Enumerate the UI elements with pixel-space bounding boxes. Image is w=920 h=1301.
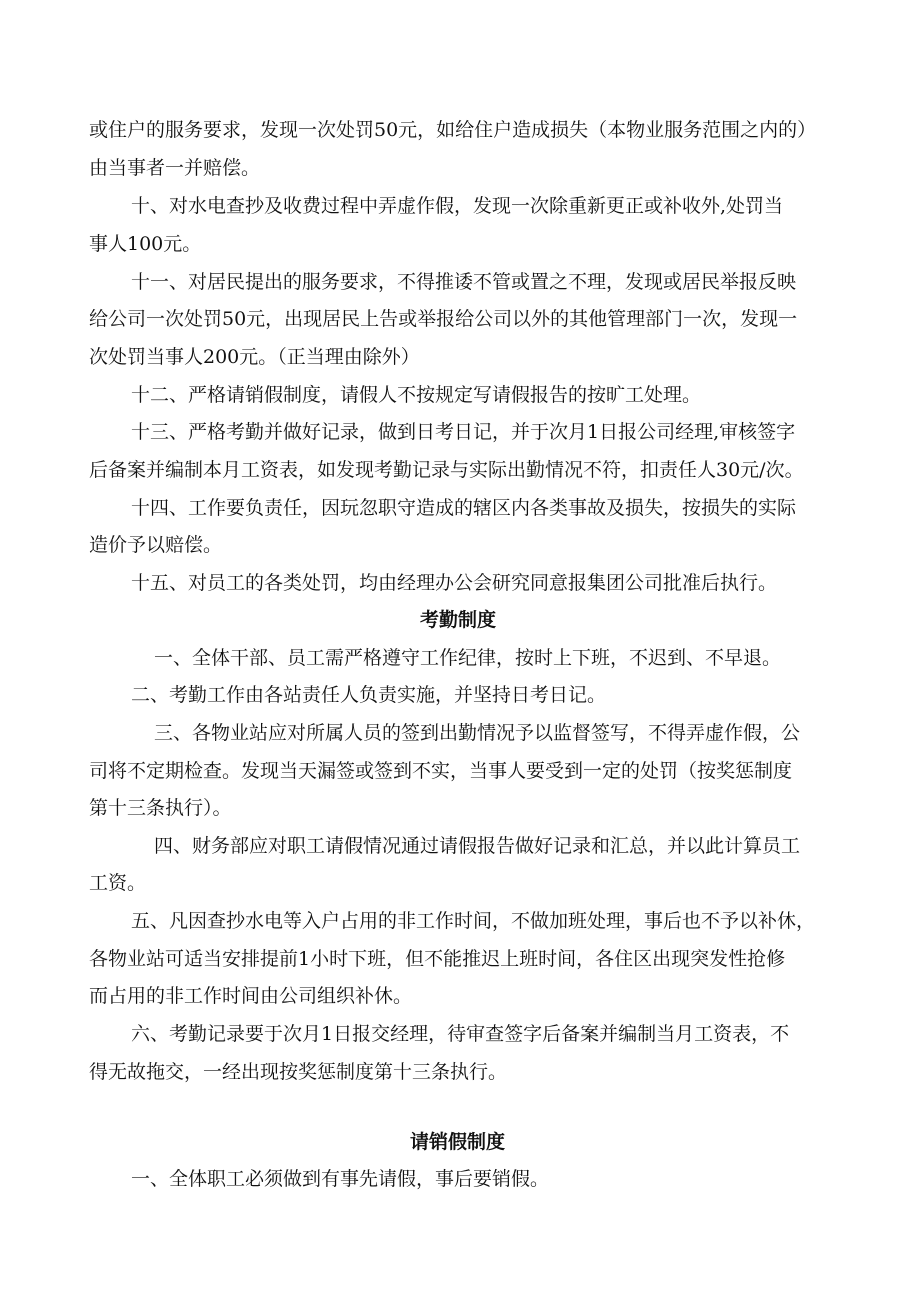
text-line: 各物业站可适当安排提前1小时下班，但不能推迟上班时间，各住区出现突发性抢修 (89, 948, 786, 970)
text-line: 给公司一次处罚50元，出现居民上告或举报给公司以外的其他管理部门一次，发现一 (89, 308, 798, 330)
text-line: 后备案并编制本月工资表，如发现考勤记录与实际出勤情况不符，扣责任人30元/次。 (89, 459, 804, 481)
text-line: 十三、严格考勤并做好记录，做到日考日记，并于次月1日报公司经理,审核签字 (131, 421, 796, 443)
text-line: 五、凡因查抄水电等入户占用的非工作时间，不做加班处理，事后也不予以补休， (131, 910, 816, 932)
text-line: 二、考勤工作由各站责任人负责实施，并坚持日考日记。 (131, 684, 607, 706)
section-heading-leave: 请销假制度 (410, 1131, 506, 1153)
text-line: 十五、对员工的各类处罚，均由经理办公会研究同意报集团公司批准后执行。 (131, 572, 778, 594)
text-line: 十一、对居民提出的服务要求，不得推诿不管或置之不理，发现或居民举报反映 (131, 271, 797, 293)
text-line: 司将不定期检查。发现当天漏签或签到不实，当事人要受到一定的处罚（按奖惩制度 (89, 760, 793, 782)
text-line: 十四、工作要负责任，因玩忽职守造成的辖区内各类事故及损失，按损失的实际 (131, 497, 797, 519)
text-line: 一、全体干部、员工需严格遵守工作纪律，按时上下班，不迟到、不早退。 (154, 647, 782, 669)
text-line: 次处罚当事人200元。（正当理由除外） (89, 346, 420, 368)
text-line: 或住户的服务要求，发现一次处罚50元，如给住户造成损失（本物业服务范围之内的） (89, 119, 817, 141)
text-line: 由当事者一并赔偿。 (89, 157, 261, 179)
text-line: 一、全体职工必须做到有事先请假，事后要销假。 (131, 1168, 550, 1190)
text-line: 四、财务部应对职工请假情况通过请假报告做好记录和汇总，并以此计算员工 (154, 835, 801, 857)
text-line: 十、对水电查抄及收费过程中弄虚作假，发现一次除重新更正或补收外,处罚当 (131, 195, 784, 217)
text-line: 三、各物业站应对所属人员的签到出勤情况予以监督签写，不得弄虚作假，公 (154, 722, 801, 744)
text-line: 工资。 (89, 872, 147, 894)
section-heading-attendance: 考勤制度 (420, 609, 497, 631)
text-line: 事人100元。 (89, 233, 202, 255)
text-line: 十二、严格请销假制度，请假人不按规定写请假报告的按旷工处理。 (131, 384, 702, 406)
text-line: 第十三条执行）。 (89, 797, 232, 819)
text-line: 而占用的非工作时间由公司组织补休。 (89, 985, 413, 1007)
text-line: 六、考勤记录要于次月1日报交经理，待审查签字后备案并编制当月工资表，不 (131, 1023, 790, 1045)
text-line: 得无故拖交，一经出现按奖惩制度第十三条执行。 (89, 1061, 508, 1083)
text-line: 造价予以赔偿。 (89, 534, 223, 556)
